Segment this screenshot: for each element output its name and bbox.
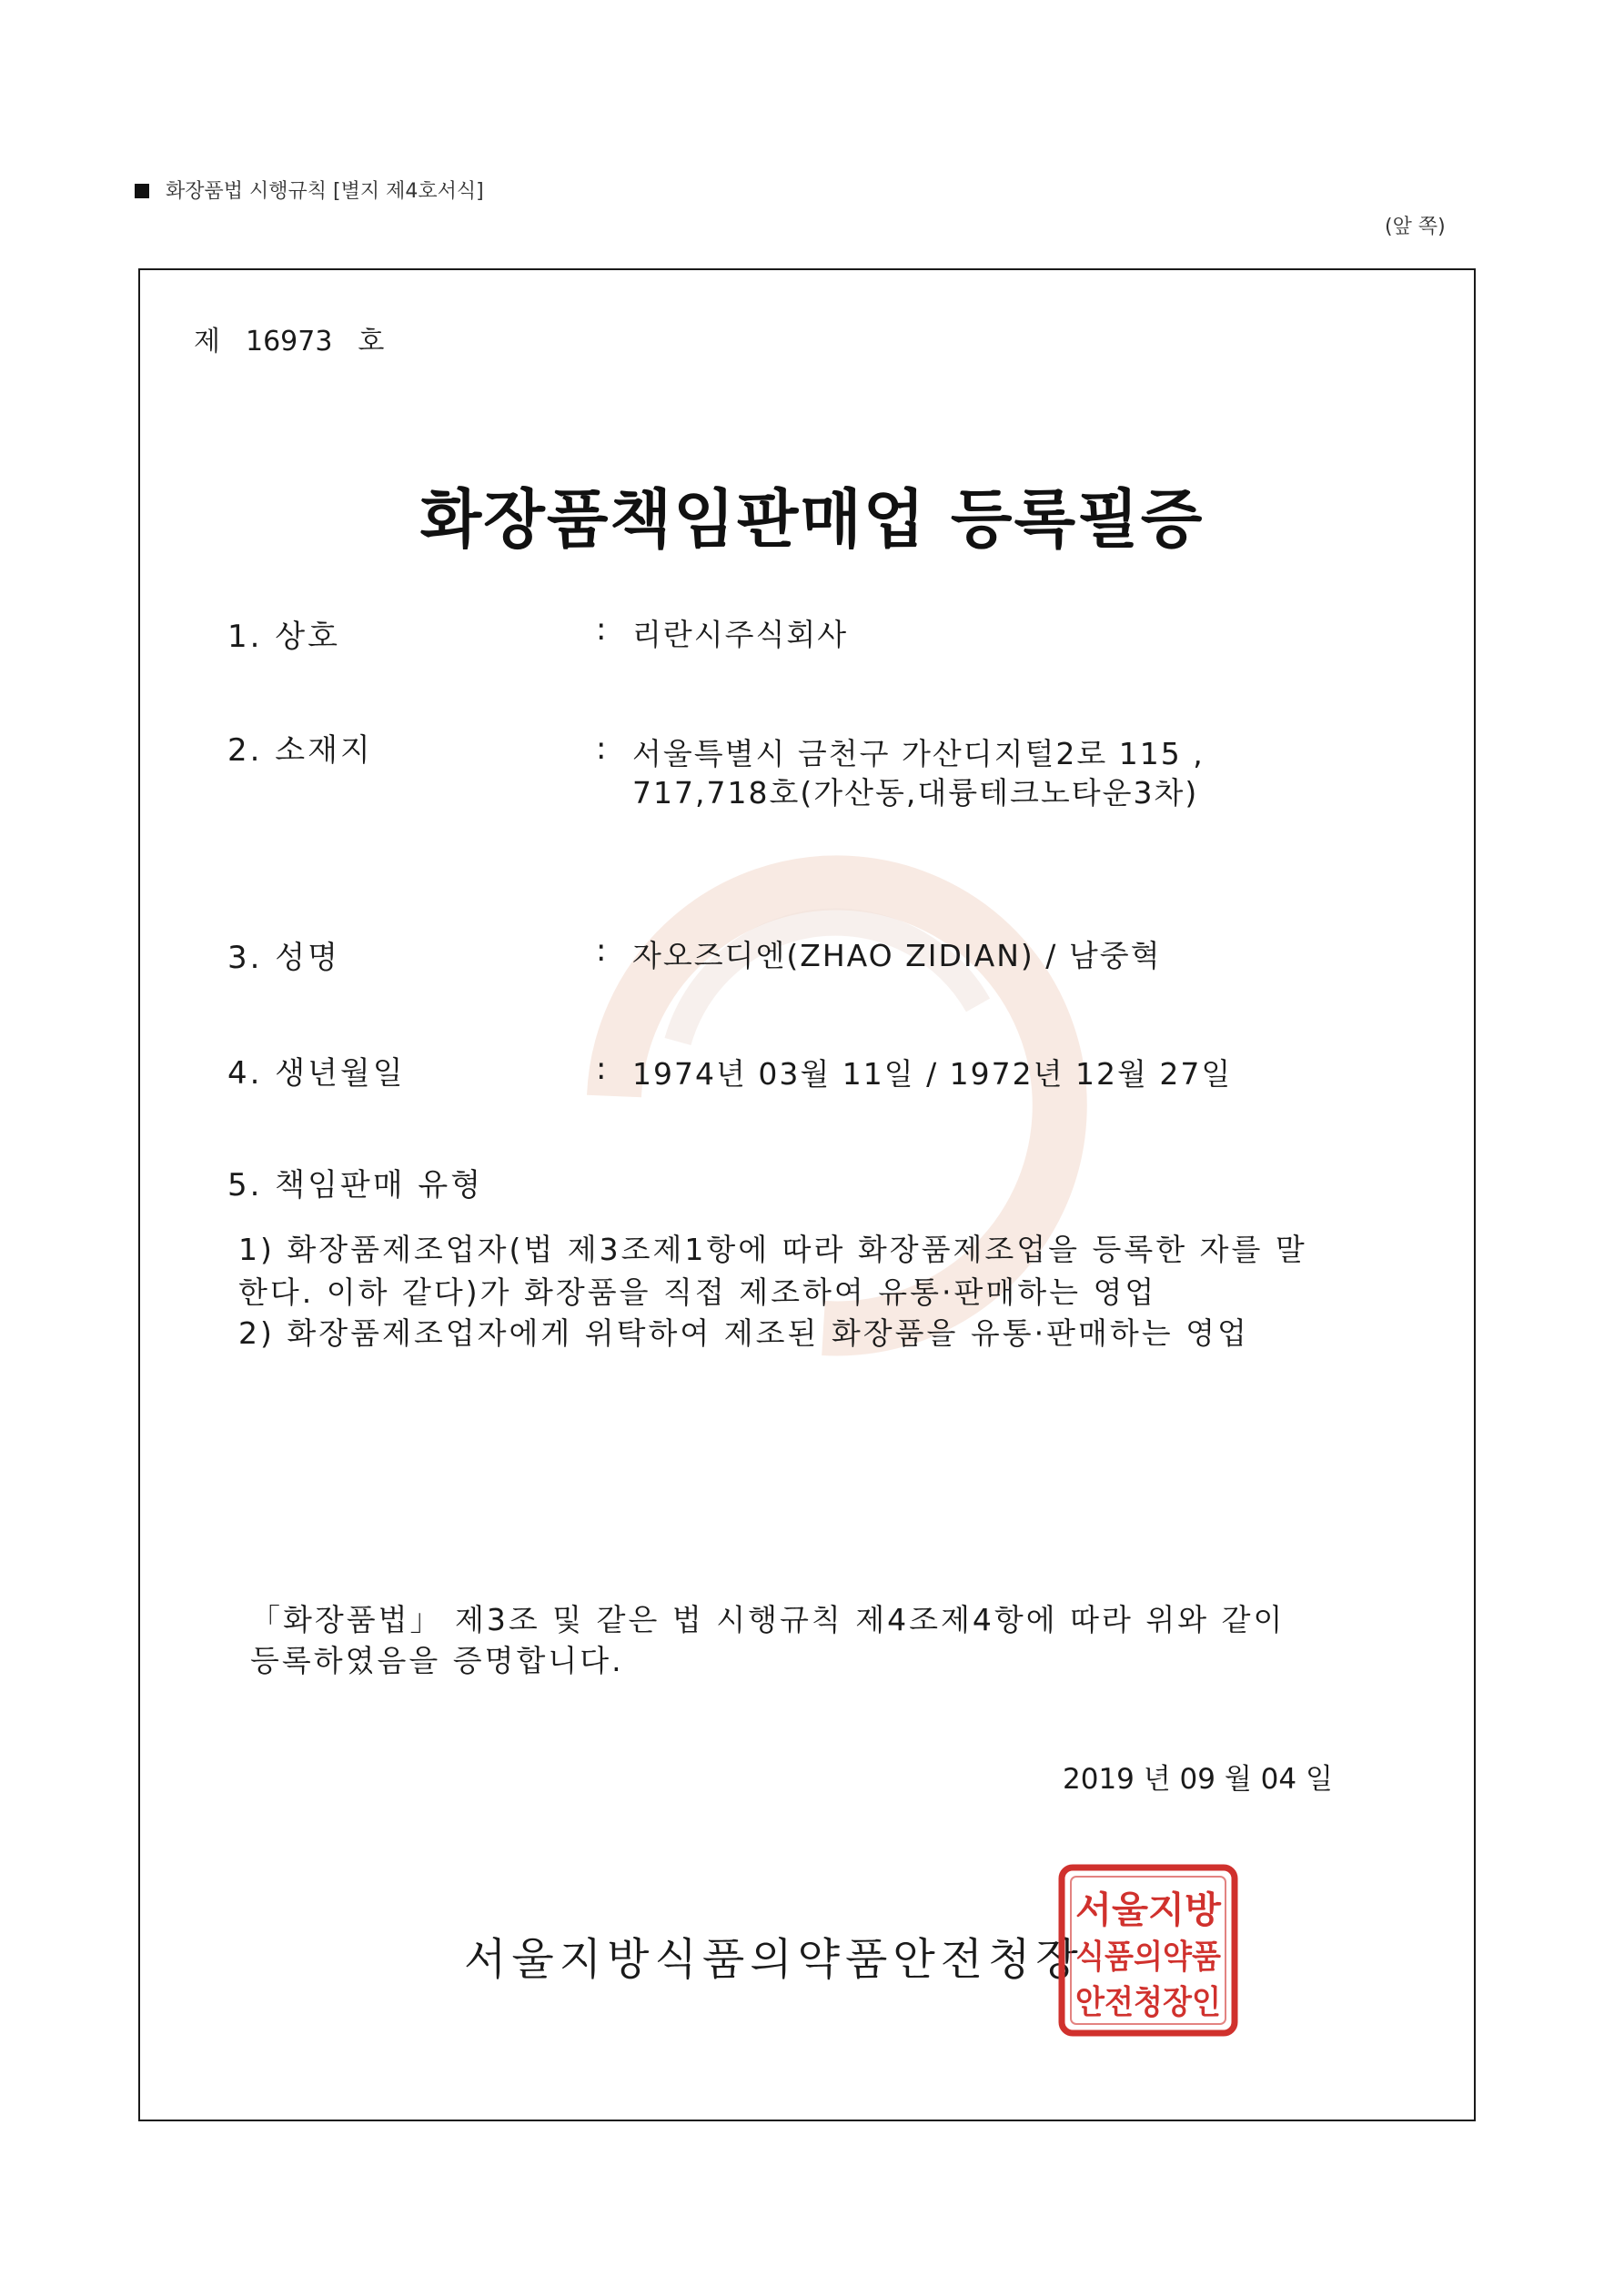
registration-number: 제 16973 호 [194, 326, 385, 357]
field-value-name: 자오즈디엔(ZHAO ZIDIAN) / 남중혁 [632, 938, 1162, 973]
field-value-address-line1: 서울특별시 금천구 가산디지털2로 115 , [632, 736, 1205, 771]
svg-text:서울지방: 서울지방 [1075, 1889, 1223, 1931]
page-side-label: (앞 쪽) [1385, 216, 1446, 238]
official-seal-icon [1057, 1863, 1239, 2038]
svg-text:식품의약품: 식품의약품 [1075, 1939, 1234, 1976]
field-label-name: 3. 성명 [227, 940, 340, 976]
form-reference: 화장품법 시행규칙 [별지 제4호서식] [135, 176, 484, 204]
field-label-address: 2. 소재지 [227, 732, 373, 769]
certification-text: 「화장품법」 제3조 및 같은 법 시행규칙 제4조제4항에 따라 위와 같이 [250, 1602, 1286, 1637]
issuer-name: 서울지방식품의약품안전청장 [464, 1934, 1084, 1985]
issue-date: 2019 년 09 월 04 일 [1063, 1763, 1333, 1796]
field-value-address-line2: 717,718호(가산동,대륭테크노타운3차) [632, 775, 1199, 811]
black-square-icon [135, 184, 149, 198]
field-colon: : [596, 730, 607, 767]
document-title: 화장품책임판매업 등록필증 [419, 482, 1205, 557]
field-colon: : [596, 932, 607, 969]
sales-type-line: 한다. 이하 같다)가 화장품을 직접 제조하여 유통·판매하는 영업 [238, 1274, 1157, 1310]
field-value-company: 리란시주식회사 [632, 617, 849, 652]
sales-type-line: 1) 화장품제조업자(법 제3조제1항에 따라 화장품제조업을 등록한 자를 말 [238, 1232, 1307, 1267]
field-colon: : [596, 611, 607, 648]
sales-type-line: 2) 화장품제조업자에게 위탁하여 제조된 화장품을 유통·판매하는 영업 [238, 1315, 1249, 1351]
certification-text: 등록하였음을 증명합니다. [250, 1643, 624, 1678]
field-value-birthdate: 1974년 03월 11일 / 1972년 12월 27일 [632, 1056, 1233, 1092]
field-label-sales-type: 5. 책임판매 유형 [227, 1167, 484, 1203]
field-label-company: 1. 상호 [227, 619, 340, 655]
field-colon: : [596, 1051, 607, 1087]
field-label-birthdate: 4. 생년월일 [227, 1055, 406, 1092]
svg-text:안전청장인: 안전청장인 [1075, 1984, 1234, 2021]
